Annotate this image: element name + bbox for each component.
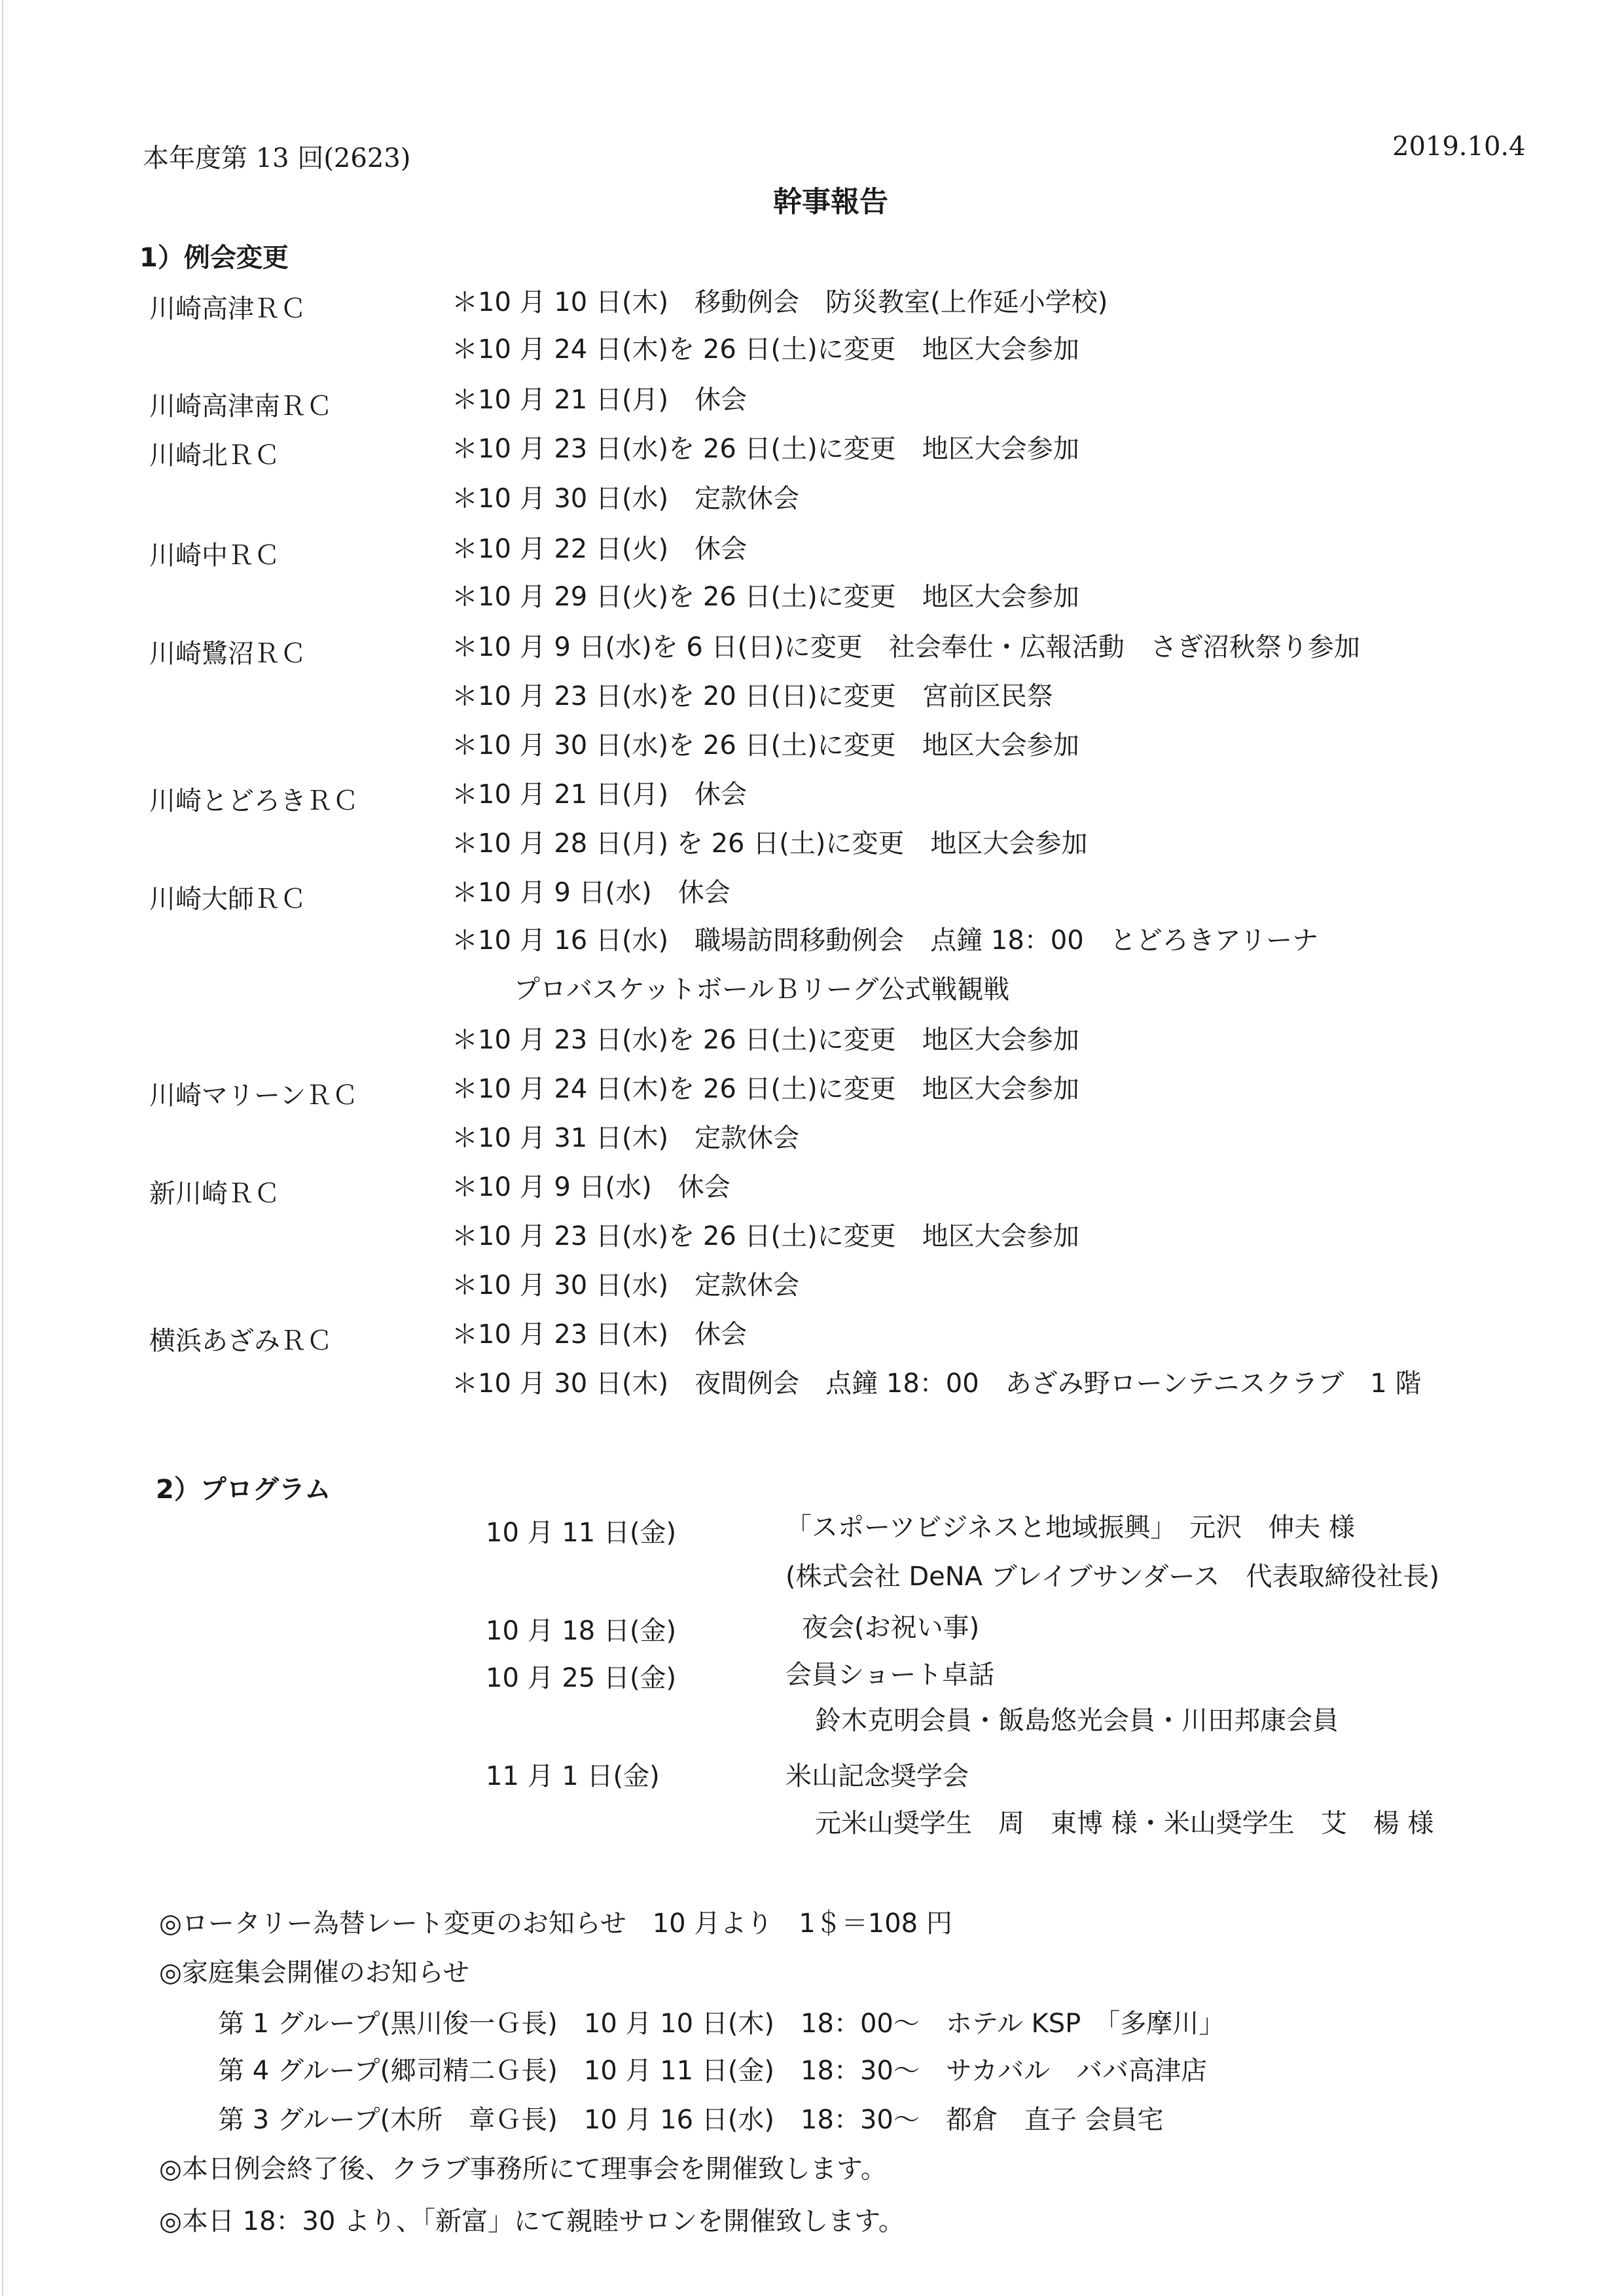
home-meeting-group: 第 3 グループ(木所 章Ｇ長) 10 月 16 日(水) 18：30～ 都倉 直子 会員宅: [218, 2105, 1164, 2135]
program-detail: 「スポーツビジネスと地域振興」 元沢 伸夫 様: [785, 1513, 1355, 1543]
program-detail: 鈴木克明会員・飯島悠光会員・川田邦康会員: [815, 1706, 1339, 1736]
meeting-change-entry: ＊10 月 30 日(水) 定款休会: [452, 484, 800, 514]
program-detail: 米山記念奨学会: [785, 1761, 969, 1791]
meeting-change-entry: ＊10 月 23 日(木) 休会: [452, 1319, 748, 1350]
session-number: 本年度第 13 回(2623): [143, 143, 411, 173]
notice-exchange-rate: ◎ロータリー為替レート変更のお知らせ 10 月より 1＄＝108 円: [159, 1909, 952, 1939]
meeting-change-entry: ＊10 月 21 日(月) 休会: [452, 780, 748, 810]
meeting-change-entry: ＊10 月 30 日(水) 定款休会: [452, 1270, 800, 1300]
section-heading-meeting-changes: 1）例会変更: [139, 243, 289, 273]
scan-left-edge: [2, 0, 3, 2296]
meeting-change-entry: ＊10 月 16 日(水) 職場訪問移動例会 点鐘 18：00 とどろきアリーナ: [452, 925, 1319, 956]
meeting-change-entry: ＊10 月 10 日(木) 移動例会 防災教室(上作延小学校): [452, 287, 1108, 317]
program-date: 10 月 18 日(金): [486, 1616, 677, 1646]
section-heading-program: 2）プログラム: [156, 1475, 331, 1505]
club-name: 川崎マリーンＲＣ: [149, 1081, 359, 1111]
club-name: 新川崎ＲＣ: [149, 1179, 280, 1209]
notice-home-meeting: ◎家庭集会開催のお知らせ: [159, 1958, 469, 1988]
report-date: 2019.10.4: [1392, 132, 1526, 162]
program-detail: (株式会社 DeNA ブレイブサンダース 代表取締役社長): [785, 1562, 1439, 1592]
meeting-change-entry: ＊10 月 23 日(水)を 26 日(土)に変更 地区大会参加: [452, 434, 1079, 464]
program-date: 10 月 11 日(金): [486, 1518, 677, 1548]
meeting-change-entry: ＊10 月 23 日(水)を 20 日(日)に変更 宮前区民祭: [452, 681, 1053, 711]
meeting-change-entry: ＊10 月 28 日(月) を 26 日(土)に変更 地区大会参加: [452, 829, 1088, 859]
page-title: 幹事報告: [773, 185, 888, 219]
club-name: 川崎高津ＲＣ: [149, 294, 306, 324]
home-meeting-group: 第 1 グループ(黒川俊一Ｇ長) 10 月 10 日(木) 18：00～ ホテル KSP 「多摩川」: [218, 2009, 1225, 2039]
meeting-change-entry: ＊10 月 21 日(月) 休会: [452, 385, 748, 415]
meeting-change-entry: ＊10 月 29 日(火)を 26 日(土)に変更 地区大会参加: [452, 582, 1079, 612]
meeting-change-entry: ＊10 月 24 日(木)を 26 日(土)に変更 地区大会参加: [452, 1074, 1079, 1104]
meeting-change-entry: ＊10 月 9 日(水)を 6 日(日)に変更 社会奉仕・広報活動 さぎ沼秋祭り参加: [452, 632, 1360, 662]
meeting-change-entry: ＊10 月 30 日(水)を 26 日(土)に変更 地区大会参加: [452, 730, 1079, 761]
program-date: 10 月 25 日(金): [486, 1663, 677, 1693]
meeting-change-entry: ＊10 月 31 日(木) 定款休会: [452, 1123, 800, 1153]
club-name: 川崎中ＲＣ: [149, 541, 280, 571]
club-name: 横浜あざみＲＣ: [149, 1326, 333, 1356]
program-date: 11 月 1 日(金): [486, 1761, 660, 1791]
club-name: 川崎大師ＲＣ: [149, 884, 306, 914]
meeting-change-entry: ＊10 月 23 日(水)を 26 日(土)に変更 地区大会参加: [452, 1025, 1079, 1055]
meeting-change-entry: プロバスケットボールＢリーグ公式戦観戦: [514, 975, 1010, 1005]
meeting-change-entry: ＊10 月 9 日(水) 休会: [452, 878, 731, 908]
notice-social-salon: ◎本日 18：30 より、「新富」にて親睦サロンを開催致します。: [159, 2206, 905, 2236]
club-name: 川崎鷺沼ＲＣ: [149, 639, 306, 669]
club-name: 川崎北ＲＣ: [149, 440, 280, 471]
club-name: 川崎高津南ＲＣ: [149, 391, 333, 422]
meeting-change-entry: ＊10 月 30 日(木) 夜間例会 点鐘 18：00 あざみ野ローンテニスクラブ 1 階: [452, 1369, 1422, 1399]
club-name: 川崎とどろきＲＣ: [149, 786, 359, 816]
notice-board-meeting: ◎本日例会終了後、クラブ事務所にて理事会を開催致します。: [159, 2154, 887, 2184]
meeting-change-entry: ＊10 月 23 日(水)を 26 日(土)に変更 地区大会参加: [452, 1221, 1079, 1251]
meeting-change-entry: ＊10 月 24 日(木)を 26 日(土)に変更 地区大会参加: [452, 334, 1079, 365]
program-detail: 会員ショート卓話: [785, 1660, 995, 1690]
home-meeting-group: 第 4 グループ(郷司精二Ｇ長) 10 月 11 日(金) 18：30～ サカバル ババ高津店: [218, 2056, 1208, 2086]
program-detail: 夜会(お祝い事): [802, 1613, 980, 1643]
meeting-change-entry: ＊10 月 22 日(火) 休会: [452, 534, 748, 564]
program-detail: 元米山奨学生 周 東博 様・米山奨学生 艾 楊 様: [815, 1808, 1434, 1839]
meeting-change-entry: ＊10 月 9 日(水) 休会: [452, 1172, 731, 1202]
